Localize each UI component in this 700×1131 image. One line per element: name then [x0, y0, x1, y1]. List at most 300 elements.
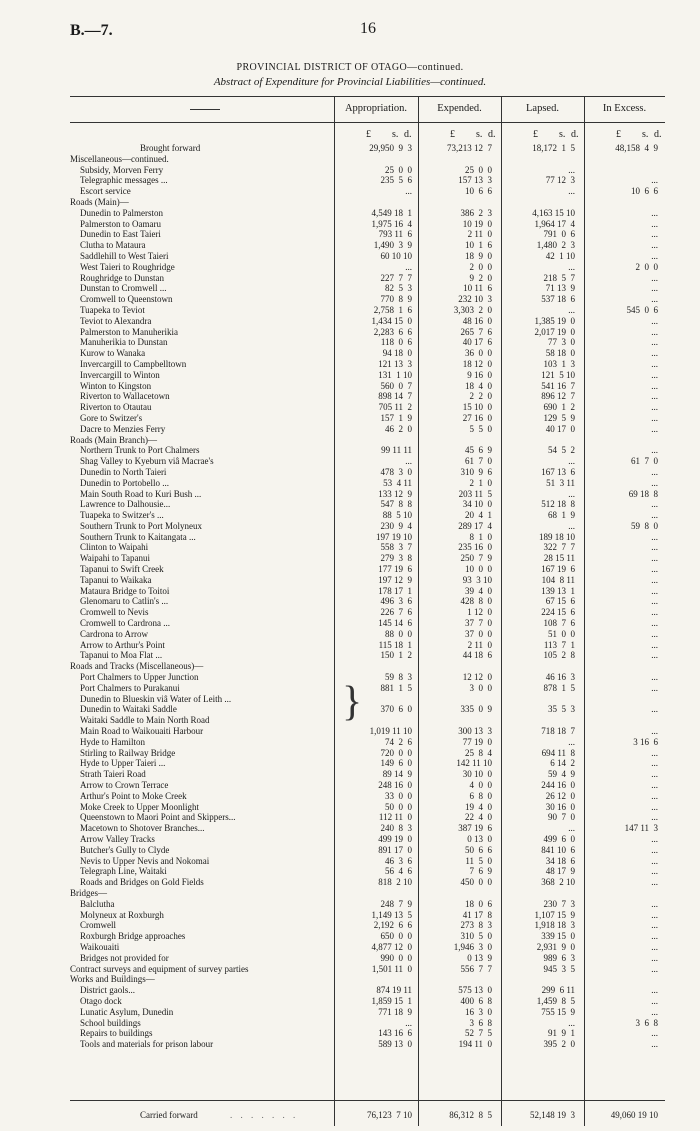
table-row: [0, 596, 700, 607]
cell-appropriation: 89 14 9: [382, 769, 412, 780]
cell-appropriation: 279 3 8: [380, 553, 412, 564]
table-row: [0, 510, 700, 521]
cell-lapsed: 2,931 9 0: [536, 941, 575, 952]
cell-appropriation: 46 2 0: [385, 423, 412, 434]
cell-in-excess: ...: [651, 207, 658, 218]
cell-expended: 310 9 6: [460, 466, 492, 477]
cell-expended: 48 16 0: [462, 315, 492, 326]
cell-expended: 310 5 0: [460, 931, 492, 942]
row-label: Brought forward: [140, 143, 201, 153]
cell-expended: 10 1 6: [465, 240, 492, 251]
cell-lapsed: 499 6 0: [543, 834, 575, 844]
row-label: Arrow to Arthur's Point: [80, 639, 165, 650]
cell-expended: 10 6 6: [465, 186, 492, 197]
cell-appropriation: ...: [405, 186, 412, 197]
cell-appropriation: 248 16 0: [378, 780, 412, 791]
cell-lapsed: 1,459 8 5: [536, 995, 575, 1006]
column-header-appropriation: Appropriation.: [344, 103, 408, 114]
row-label: Tapanui to Waikaka: [80, 574, 152, 585]
table-row: [0, 370, 700, 381]
row-label: Tuapeka to Teviot: [80, 304, 145, 315]
cell-expended: 1,946 3 0: [453, 941, 492, 952]
cell-expended: 61 7 0: [465, 456, 492, 467]
row-label: Glenomaru to Catlin's ...: [80, 596, 169, 607]
cell-appropriation: 496 3 6: [380, 596, 412, 607]
table-row: [0, 154, 700, 165]
table-row: [0, 197, 700, 208]
cell-appropriation: 149 6 0: [380, 758, 412, 769]
unit-shilling: s.: [559, 129, 566, 140]
cell-appropriation: 818 2 10: [378, 877, 412, 888]
cell-in-excess: ...: [651, 229, 658, 240]
cell-lapsed: 121 5 10: [541, 369, 575, 380]
cell-appropriation: 370 6 0: [380, 704, 412, 715]
row-label: Dunedin to Palmerston: [80, 207, 163, 218]
table-row: [0, 640, 700, 651]
cell-expended: 34 10 0: [462, 499, 492, 510]
header-rule-bottom: [70, 122, 665, 123]
cell-expended: 203 11 5: [458, 488, 492, 499]
cell-lapsed: 113 7 1: [543, 639, 575, 650]
cell-lapsed: 35 5 3: [548, 704, 575, 715]
table-row: [0, 845, 700, 856]
cell-appropriation: 589 13 0: [378, 1039, 412, 1050]
cell-lapsed: ...: [568, 186, 575, 197]
row-label: Northern Trunk to Port Chalmers: [80, 445, 200, 456]
row-label: District gaols...: [80, 985, 135, 996]
row-label: Cromwell to Cardrona ...: [80, 618, 170, 629]
cell-appropriation: 990 0 0: [380, 952, 412, 963]
cell-in-excess: ...: [651, 542, 658, 553]
cell-expended: 2 11 0: [467, 639, 492, 650]
cell-expended: 5 5 0: [469, 423, 492, 434]
row-label: Clinton to Waipahi: [80, 542, 149, 553]
table-row: [0, 748, 700, 759]
cell-lapsed: 91 9 1: [548, 1028, 575, 1039]
cell-expended: 16 3 0: [465, 1006, 492, 1017]
cell-lapsed: 71 13 9: [545, 283, 575, 294]
cell-lapsed: 224 15 6: [541, 607, 575, 618]
table-row: [0, 942, 700, 953]
row-label: Tuapeka to Switzer's ...: [80, 510, 164, 521]
table-row: [0, 262, 700, 273]
cell-expended: 25 0 0: [465, 164, 492, 175]
cell-appropriation: 874 19 11: [376, 985, 412, 996]
cell-lapsed: 1,918 18 3: [534, 920, 575, 931]
cell-expended: 575 13 0: [458, 985, 492, 996]
cell-in-excess: ...: [651, 834, 658, 844]
row-label: Dunedin to Blueskin viâ Water of Leith ...: [80, 693, 232, 704]
column-header-lapsed: Lapsed.: [526, 103, 559, 114]
cell-expended: 10 19 0: [462, 218, 492, 229]
cell-expended: 289 17 4: [458, 520, 492, 531]
row-label: Subsidy, Morven Ferry: [80, 164, 164, 175]
cell-lapsed: 755 15 9: [541, 1006, 575, 1017]
cell-expended: 386 2 3: [460, 207, 492, 218]
table-row: [0, 607, 700, 618]
table-row: [0, 931, 700, 942]
cell-lapsed: 878 1 5: [543, 682, 575, 693]
cell-in-excess: ...: [651, 963, 658, 974]
column-header-expended: Expended.: [437, 103, 482, 114]
cell-lapsed: 896 12 7: [541, 391, 575, 402]
cell-expended: 18 4 0: [465, 380, 492, 391]
row-label: Arthur's Point to Moke Creek: [80, 790, 187, 801]
cell-in-excess: ...: [651, 780, 658, 791]
cell-appropriation: 230 9 4: [380, 520, 412, 531]
table-row: [0, 186, 700, 197]
table-row: [0, 737, 700, 748]
cell-appropriation: 235 5 6: [380, 175, 412, 186]
cell-in-excess: ...: [651, 412, 658, 423]
row-label: Macetown to Shotover Branches...: [80, 823, 205, 834]
table-row: [0, 726, 700, 737]
row-label: Shag Valley to Kyeburn viâ Macrae's: [80, 456, 214, 467]
row-label: Otago dock: [80, 995, 122, 1006]
cell-appropriation: 121 13 3: [378, 358, 412, 369]
table-row: [0, 823, 700, 834]
cell-appropriation: 793 11 6: [378, 229, 412, 240]
cell-appropriation: 143 16 6: [378, 1028, 412, 1039]
cell-expended: 387 19 6: [458, 823, 492, 834]
cell-in-excess: 69 18 8: [628, 488, 658, 499]
cell-in-excess: ...: [651, 639, 658, 650]
cell-lapsed: ...: [568, 456, 575, 467]
cell-expended: 44 18 6: [462, 650, 492, 661]
row-label: Invercargill to Winton: [80, 369, 160, 380]
cell-lapsed: 791 0 6: [543, 229, 575, 240]
cell-in-excess: ...: [651, 769, 658, 780]
cell-expended: 428 8 0: [460, 596, 492, 607]
table-row: [0, 424, 700, 435]
cell-in-excess: ...: [651, 747, 658, 758]
cell-in-excess: ...: [651, 348, 658, 359]
cell-expended: 39 4 0: [465, 585, 492, 596]
cell-appropriation: 150 1 2: [380, 650, 412, 661]
cell-expended: 2 0 0: [469, 261, 492, 272]
row-label: Nevis to Upper Nevis and Nokomai: [80, 855, 210, 866]
cell-lapsed: 339 15 0: [541, 931, 575, 942]
table-row: [0, 834, 700, 845]
row-label: Main South Road to Kuri Bush ...: [80, 488, 202, 499]
cell-in-excess: ...: [651, 618, 658, 629]
table-row: [0, 650, 700, 661]
row-label: Cromwell: [80, 920, 116, 931]
table-row: [0, 445, 700, 456]
cell-expended: 2 1 0: [469, 477, 492, 488]
table-row: [0, 327, 700, 338]
cell-expended: 400 6 8: [460, 995, 492, 1006]
table-row: [0, 888, 700, 899]
table-row: [0, 802, 700, 813]
cell-in-excess: ...: [651, 812, 658, 823]
cell-expended: 335 0 9: [460, 704, 492, 715]
cell-expended: 15 10 0: [462, 402, 492, 413]
cell-expended: 3 0 0: [469, 682, 492, 693]
row-label: Queenstown to Maori Point and Skippers...: [80, 812, 236, 823]
cell-appropriation: 898 14 7: [378, 391, 412, 402]
cell-in-excess: ...: [651, 466, 658, 477]
cell-expended: 142 11 10: [456, 758, 492, 769]
cell-expended: 22 4 0: [465, 812, 492, 823]
row-label: Cromwell to Nevis: [80, 607, 149, 618]
cell-expended: 27 16 0: [462, 412, 492, 423]
cell-appropriation: 478 3 0: [380, 466, 412, 477]
cell-lapsed: 189 18 10: [539, 531, 575, 542]
cell-appropriation: 2,758 1 6: [373, 304, 412, 315]
cell-expended: 232 10 3: [458, 294, 492, 305]
cell-expended: 1 12 0: [467, 607, 492, 618]
cell-lapsed: 48 17 9: [545, 866, 575, 877]
cell-lapsed: 26 12 0: [545, 790, 575, 801]
cell-appropriation: 720 0 0: [380, 747, 412, 758]
row-label: Lunatic Asylum, Dunedin: [80, 1006, 174, 1017]
cell-in-excess: ...: [651, 682, 658, 693]
cell-appropriation: 88 0 0: [385, 628, 412, 639]
cell-expended: 19 4 0: [465, 801, 492, 812]
table-row: [0, 1007, 700, 1018]
cell-in-excess: 3 16 6: [633, 736, 658, 747]
cell-in-excess: 10 6 6: [631, 186, 658, 197]
cell-appropriation: 82 5 3: [385, 283, 412, 294]
page-title: PROVINCIAL DISTRICT OF OTAGO—continued.: [236, 62, 464, 73]
cell-expended: 41 17 8: [462, 909, 492, 920]
table-row: [0, 337, 700, 348]
unit-pence: d.: [571, 129, 579, 140]
cell-expended: 30 10 0: [462, 769, 492, 780]
cell-in-excess: ...: [651, 250, 658, 261]
cell-appropriation: 558 3 7: [380, 542, 412, 553]
cell-expended: 0 13 0: [467, 834, 492, 844]
cell-appropriation: 881 1 5: [380, 682, 412, 693]
cell-expended: 52 7 5: [465, 1028, 492, 1039]
table-row: [0, 974, 700, 985]
cell-lapsed: 59 4 9: [548, 769, 575, 780]
cell-appropriation: 1,490 3 9: [373, 240, 412, 251]
cell-expended: 2 11 0: [467, 229, 492, 240]
cell-lapsed: 512 18 8: [541, 499, 575, 510]
cell-in-excess: ...: [651, 866, 658, 877]
footer-rule: [70, 1100, 665, 1101]
table-row: [0, 489, 700, 500]
cell-in-excess: ...: [651, 801, 658, 812]
row-label: Port Chalmers to Upper Junction: [80, 672, 199, 683]
table-row: [0, 467, 700, 478]
cell-lapsed: 368 2 10: [541, 877, 575, 888]
unit-pence: d.: [488, 129, 496, 140]
table-row: [0, 391, 700, 402]
table-row: [0, 229, 700, 240]
cell-expended: 273 8 3: [460, 920, 492, 931]
cell-lapsed: 30 16 0: [545, 801, 575, 812]
cell-expended: 250 7 9: [460, 553, 492, 564]
cell-lapsed: 68 1 9: [548, 510, 575, 521]
cell-expended: 235 16 0: [458, 542, 492, 553]
cell-lapsed: 167 13 6: [541, 466, 575, 477]
cell-lapsed: 1,385 19 0: [534, 315, 575, 326]
row-label: Arrow Valley Tracks: [80, 834, 155, 844]
cell-in-excess: ...: [651, 564, 658, 575]
row-label: Waikouaiti: [80, 941, 120, 952]
cell-appropriation: 131 1 10: [378, 369, 412, 380]
cell-lapsed: 103 1 3: [543, 358, 575, 369]
cell-in-excess: ...: [651, 844, 658, 855]
row-label: Saddlehill to West Taieri: [80, 250, 169, 261]
unit-shilling: s.: [642, 129, 649, 140]
cell-appropriation: 1,434 15 0: [371, 315, 412, 326]
cell-in-excess: ...: [651, 510, 658, 521]
description-dash: [190, 109, 220, 110]
cell-in-excess: ...: [651, 326, 658, 337]
cell-in-excess: ...: [651, 175, 658, 186]
row-label: Dunedin to North Taieri: [80, 466, 167, 477]
cell-in-excess: ...: [651, 952, 658, 963]
cell-in-excess: ...: [651, 1039, 658, 1050]
cell-expended: 6 8 0: [469, 790, 492, 801]
row-label: Dunedin to East Taieri: [80, 229, 161, 240]
cell-lapsed: 167 19 6: [541, 564, 575, 575]
cell-lapsed: 42 1 10: [545, 250, 575, 261]
cell-appropriation: 53 4 11: [383, 477, 412, 488]
cell-lapsed: 18,172 1 5: [532, 143, 575, 153]
cell-appropriation: 56 4 6: [385, 866, 412, 877]
cell-appropriation: 177 19 6: [378, 564, 412, 575]
cell-lapsed: 537 18 6: [541, 294, 575, 305]
cell-appropriation: ...: [405, 261, 412, 272]
table-row: [0, 294, 700, 305]
blueskin-group-brace: }: [342, 679, 363, 725]
unit-pence: d.: [654, 129, 662, 140]
table-row: [0, 629, 700, 640]
cell-in-excess: ...: [651, 477, 658, 488]
row-label: Moke Creek to Upper Moonlight: [80, 801, 199, 812]
row-label: Invercargill to Campbelltown: [80, 358, 187, 369]
cell-appropriation: 118 0 6: [380, 337, 412, 348]
cell-appropriation: 1,149 13 5: [371, 909, 412, 920]
header-rule-top: [70, 96, 665, 97]
cell-appropriation: 4,877 12 0: [371, 941, 412, 952]
table-row: [0, 435, 700, 446]
cell-lapsed: 51 3 11: [546, 477, 575, 488]
cell-lapsed: ...: [568, 823, 575, 834]
cell-lapsed: 40 17 0: [545, 423, 575, 434]
cell-lapsed: 129 5 9: [543, 412, 575, 423]
cell-expended: 194 11 0: [458, 1039, 492, 1050]
row-label: Contract surveys and equipment of survey parties: [70, 963, 249, 974]
table-row: [0, 996, 700, 1007]
cell-appropriation: 227 7 7: [380, 272, 412, 283]
cell-in-excess: ...: [651, 315, 658, 326]
unit-shilling: s.: [392, 129, 399, 140]
row-label: Stirling to Railway Bridge: [80, 747, 176, 758]
cell-appropriation: 60 10 10: [380, 250, 412, 261]
cell-in-excess: ...: [651, 272, 658, 283]
cell-appropriation: 1,859 15 1: [371, 995, 412, 1006]
unit-pound: £: [616, 129, 621, 140]
cell-appropriation: 157 1 9: [380, 412, 412, 423]
cell-in-excess: ...: [651, 358, 658, 369]
cell-in-excess: ...: [651, 726, 658, 737]
table-row: [0, 542, 700, 553]
row-label: Works and Buildings—: [70, 974, 155, 985]
cell-expended: 77 19 0: [462, 736, 492, 747]
cell-appropriation: 1,501 11 0: [371, 963, 412, 974]
cell-appropriation: 240 8 3: [380, 823, 412, 834]
cell-in-excess: 147 11 3: [624, 823, 658, 834]
unit-pound: £: [533, 129, 538, 140]
table-row: [0, 499, 700, 510]
cell-appropriation: 197 19 10: [376, 531, 412, 542]
table-row: [0, 564, 700, 575]
cell-lapsed: 28 15 11: [543, 553, 575, 564]
cell-expended: 18 0 6: [465, 898, 492, 909]
cell-lapsed: 90 7 0: [548, 812, 575, 823]
cell-lapsed: 322 7 7: [543, 542, 575, 553]
cell-expended: 10 11 6: [463, 283, 492, 294]
table-row: [0, 1018, 700, 1029]
cell-expended: 9 2 0: [469, 272, 492, 283]
row-label: West Taieri to Roughridge: [80, 261, 175, 272]
row-label: Strath Taieri Road: [80, 769, 146, 780]
table-row: [0, 985, 700, 996]
cell-in-excess: ...: [651, 574, 658, 585]
carried-forward-in-excess: 49,060 19 10: [610, 1110, 658, 1120]
cell-expended: 18 9 0: [465, 250, 492, 261]
cell-lapsed: 104 8 11: [541, 574, 575, 585]
cell-appropriation: 705 11 2: [378, 402, 412, 413]
cell-lapsed: 718 18 7: [541, 726, 575, 737]
cell-expended: 2 2 0: [469, 391, 492, 402]
row-label: Clutha to Mataura: [80, 240, 146, 251]
row-label: Roads (Main)—: [70, 196, 129, 207]
cell-in-excess: ...: [651, 909, 658, 920]
cell-lapsed: ...: [568, 304, 575, 315]
cell-lapsed: ...: [568, 488, 575, 499]
cell-lapsed: 945 3 5: [543, 963, 575, 974]
cell-appropriation: 74 2 6: [385, 736, 412, 747]
cell-in-excess: ...: [651, 531, 658, 542]
carried-forward-row: [0, 1110, 700, 1121]
cell-expended: 157 13 3: [458, 175, 492, 186]
cell-expended: 7 6 9: [469, 866, 492, 877]
row-label: Roughridge to Dunstan: [80, 272, 164, 283]
cell-expended: 3,303 2 0: [453, 304, 492, 315]
table-row: [0, 143, 700, 154]
row-label: Winton to Kingston: [80, 380, 152, 391]
table-row: [0, 532, 700, 543]
table-row: [0, 381, 700, 392]
table-row: [0, 553, 700, 564]
cell-in-excess: ...: [651, 499, 658, 510]
cell-appropriation: 29,950 9 3: [369, 143, 412, 153]
cell-in-excess: ...: [651, 877, 658, 888]
cell-appropriation: 33 0 0: [385, 790, 412, 801]
cell-expended: 10 0 0: [465, 564, 492, 575]
cell-lapsed: 299 6 11: [541, 985, 575, 996]
row-label: Riverton to Wallacetown: [80, 391, 170, 402]
row-label: Telegraphic messages ...: [80, 175, 168, 186]
table-row: [0, 402, 700, 413]
cell-appropriation: 59 8 3: [385, 672, 412, 683]
cell-lapsed: ...: [568, 261, 575, 272]
row-label: Roads and Bridges on Gold Fields: [80, 877, 204, 888]
table-row: [0, 910, 700, 921]
table-row: [0, 758, 700, 769]
cell-appropriation: 115 18 1: [378, 639, 412, 650]
cell-appropriation: 560 0 7: [380, 380, 412, 391]
doc-ref: B.—7.: [70, 22, 113, 39]
row-label: Dunedin to Waitaki Saddle: [80, 704, 177, 715]
